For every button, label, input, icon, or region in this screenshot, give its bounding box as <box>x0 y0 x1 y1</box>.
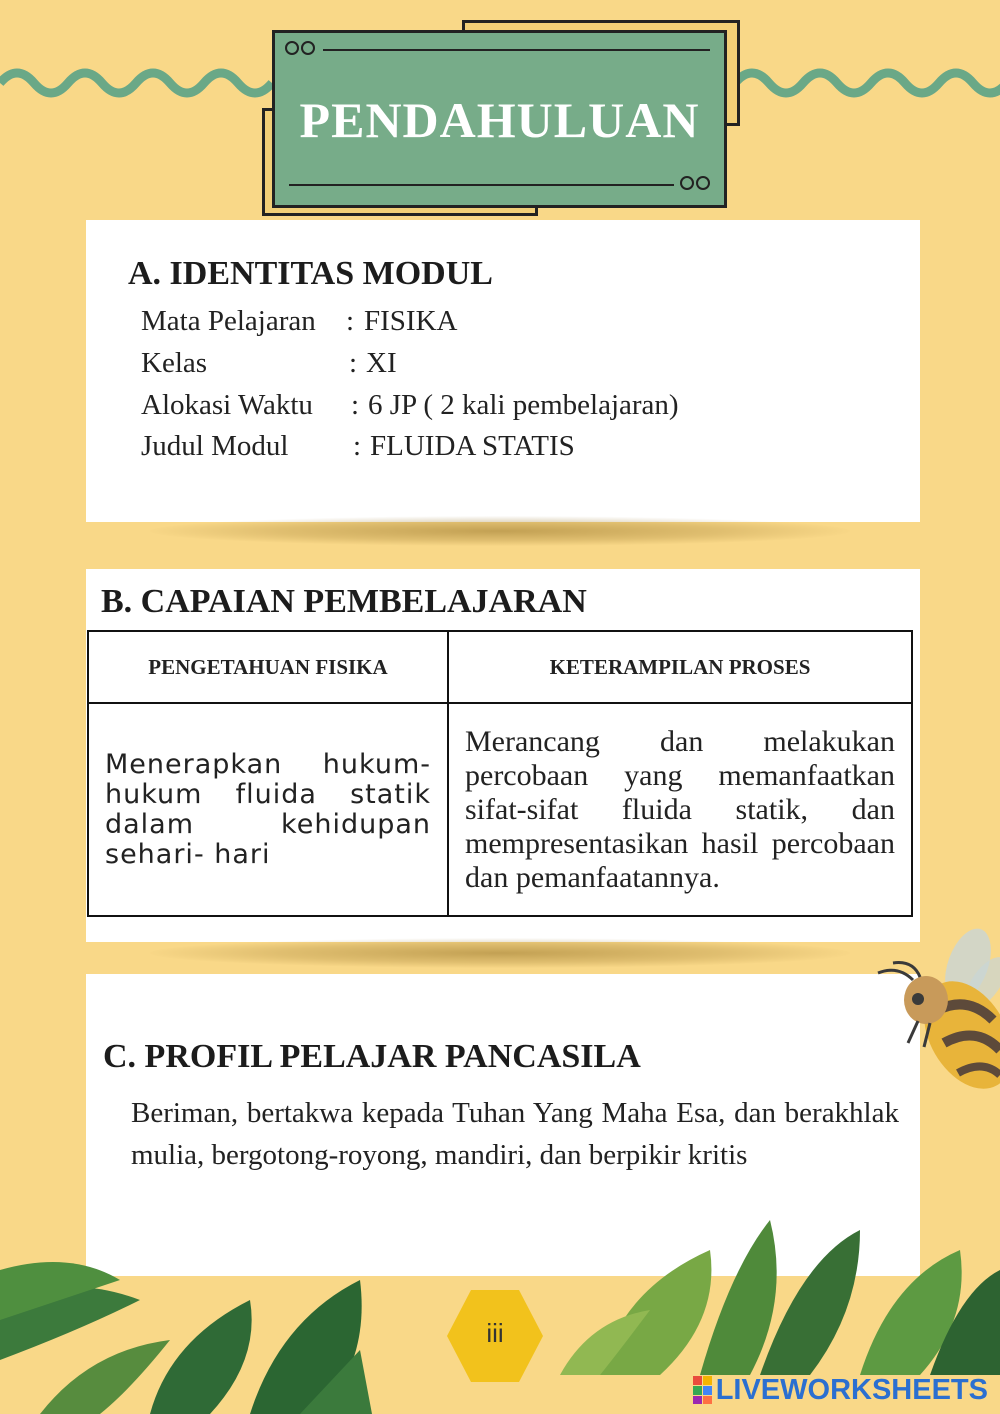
section-c-heading: C. PROFIL PELAJAR PANCASILA <box>103 1038 641 1075</box>
knowledge-text: Menerapkan hukum-hukum fluida statik dalam kehidupan sehari- hari <box>105 748 431 870</box>
wave-decoration-left <box>0 58 275 98</box>
identity-label: Alokasi Waktu <box>141 389 313 421</box>
liveworksheets-brand[interactable]: LIVEWORKSHEETS <box>715 1374 988 1406</box>
skills-text: Merancang dan melakukan percobaan yang memanfaatkan sifat-sifat fluida statik, dan mempresentasikan hasil percobaan dan pemanfaatannya. <box>465 724 895 894</box>
identity-label: Kelas <box>141 347 208 379</box>
learning-outcomes-table <box>87 630 913 917</box>
section-a-heading: A. IDENTITAS MODUL <box>128 255 493 292</box>
identity-label: Judul Modul <box>141 430 289 462</box>
table-row <box>88 703 912 916</box>
wave-decoration-right <box>735 58 1000 98</box>
section-b-heading: B. CAPAIAN PEMBELAJARAN <box>101 583 587 620</box>
card-shadow <box>150 516 850 546</box>
plant-illustration-right <box>560 1210 1000 1375</box>
plant-illustration-left <box>0 1230 380 1414</box>
table-cell <box>88 703 448 916</box>
page-number: iii <box>486 1318 504 1348</box>
bee-illustration <box>858 925 1000 1095</box>
table-cell <box>448 703 912 916</box>
identity-label: Mata Pelajaran <box>141 305 316 337</box>
identity-separator: : <box>346 305 355 337</box>
identity-separator: : <box>353 430 362 462</box>
identity-separator: : <box>351 389 360 421</box>
table-header-row <box>88 631 912 703</box>
identity-value: FISIKA <box>364 305 458 337</box>
title-line-top <box>323 49 710 51</box>
section-c-text: Beriman, bertakwa kepada Tuhan Yang Maha Esa, dan berakhlak mulia, bergotong-royong, mandiri, dan berpikir kritis <box>131 1097 899 1171</box>
identity-value: XI <box>366 347 397 379</box>
identity-value: FLUIDA STATIS <box>370 430 575 462</box>
table-header-cell: PENGETAHUAN FISIKA <box>88 631 448 703</box>
rings-decoration <box>680 176 712 195</box>
identity-separator: : <box>349 347 358 379</box>
identity-value: 6 JP ( 2 kali pembelajaran) <box>368 389 679 421</box>
liveworksheets-logo-icon <box>693 1376 713 1404</box>
title-box <box>272 30 727 208</box>
rings-decoration <box>285 41 317 60</box>
title-line-bottom <box>289 184 674 186</box>
card-shadow <box>150 938 850 968</box>
page-title: PENDAHULUAN <box>299 92 700 148</box>
table-header-cell: KETERAMPILAN PROSES <box>448 631 912 703</box>
